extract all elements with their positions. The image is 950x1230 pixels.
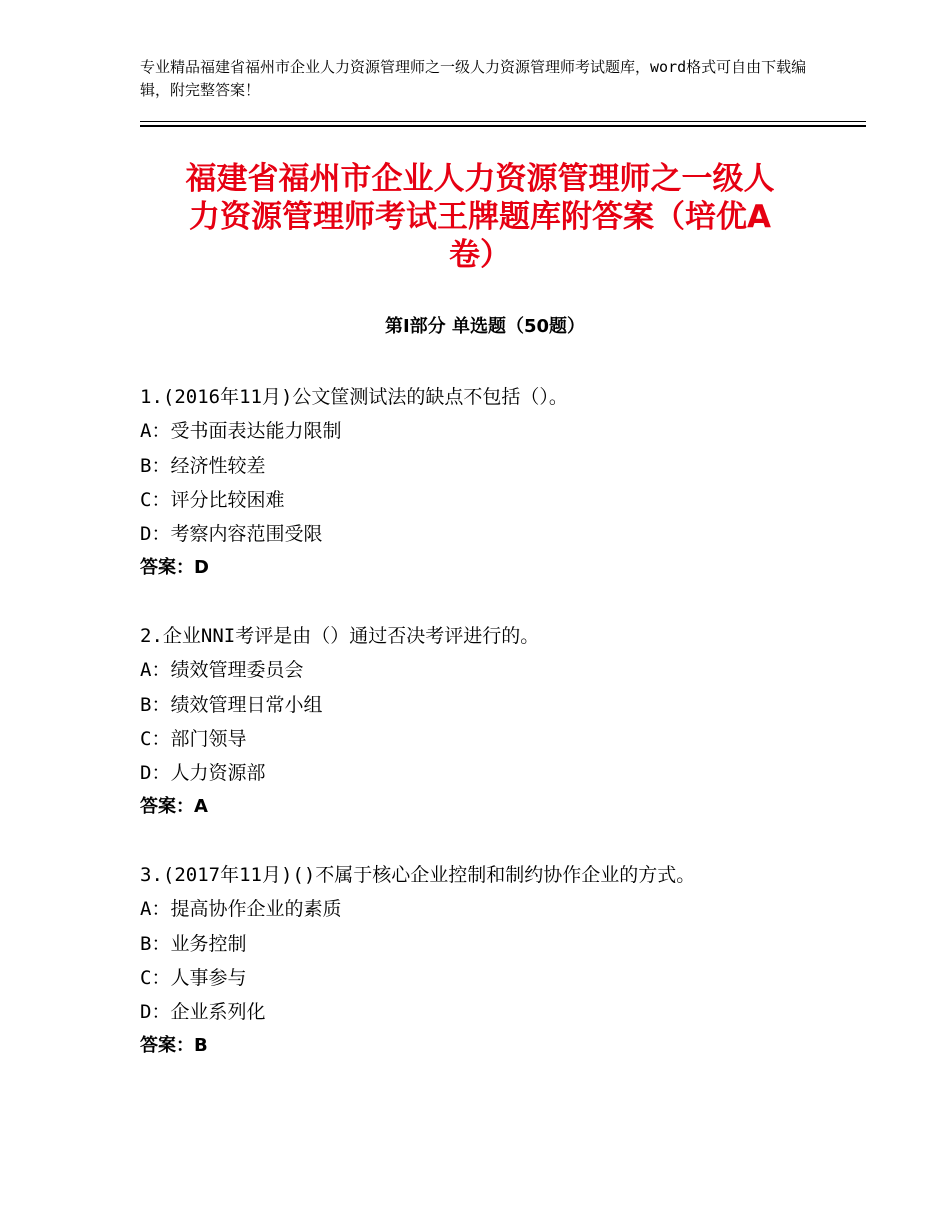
header-note: 专业精品福建省福州市企业人力资源管理师之一级人力资源管理师考试题库，word格式可自由下载编辑，附完整答案！ [140,58,807,99]
document-title [140,160,820,274]
answer-line: 答案：B [140,1035,208,1057]
option-d: D：考察内容范围受限 [140,523,323,546]
option-a: A：提高协作企业的素质 [140,898,342,921]
question-stem: 2.企业NNI考评是由（）通过否决考评进行的。 [140,625,540,647]
question-2 [140,619,860,825]
option-c: C：评分比较困难 [140,488,285,511]
question-stem: 3.(2017年11月)()不属于核心企业控制和制约协作企业的方式。 [140,864,696,886]
option-c: C：人事参与 [140,966,247,989]
title-line-3: 卷） [449,237,511,273]
question-3 [140,858,860,1064]
option-a: A：绩效管理委员会 [140,659,304,682]
option-b: B：业务控制 [140,932,247,955]
answer-line: 答案：A [140,796,208,818]
title-line-2: 力资源管理师考试王牌题库附答案（培优A [189,199,771,235]
option-a: A：受书面表达能力限制 [140,420,342,443]
title-line-1: 福建省福州市企业人力资源管理师之一级人 [185,161,775,197]
header-divider [140,121,866,127]
section-heading: 第Ⅰ部分 单选题（50题） [384,316,585,337]
question-stem: 1.(2016年11月)公文筐测试法的缺点不包括（）。 [140,386,568,408]
option-b: B：绩效管理日常小组 [140,693,323,716]
question-1 [140,380,860,586]
answer-line: 答案：D [140,557,209,579]
option-b: B：经济性较差 [140,454,266,477]
option-d: D：人力资源部 [140,762,266,785]
option-c: C：部门领导 [140,727,247,750]
option-d: D：企业系列化 [140,1001,266,1024]
